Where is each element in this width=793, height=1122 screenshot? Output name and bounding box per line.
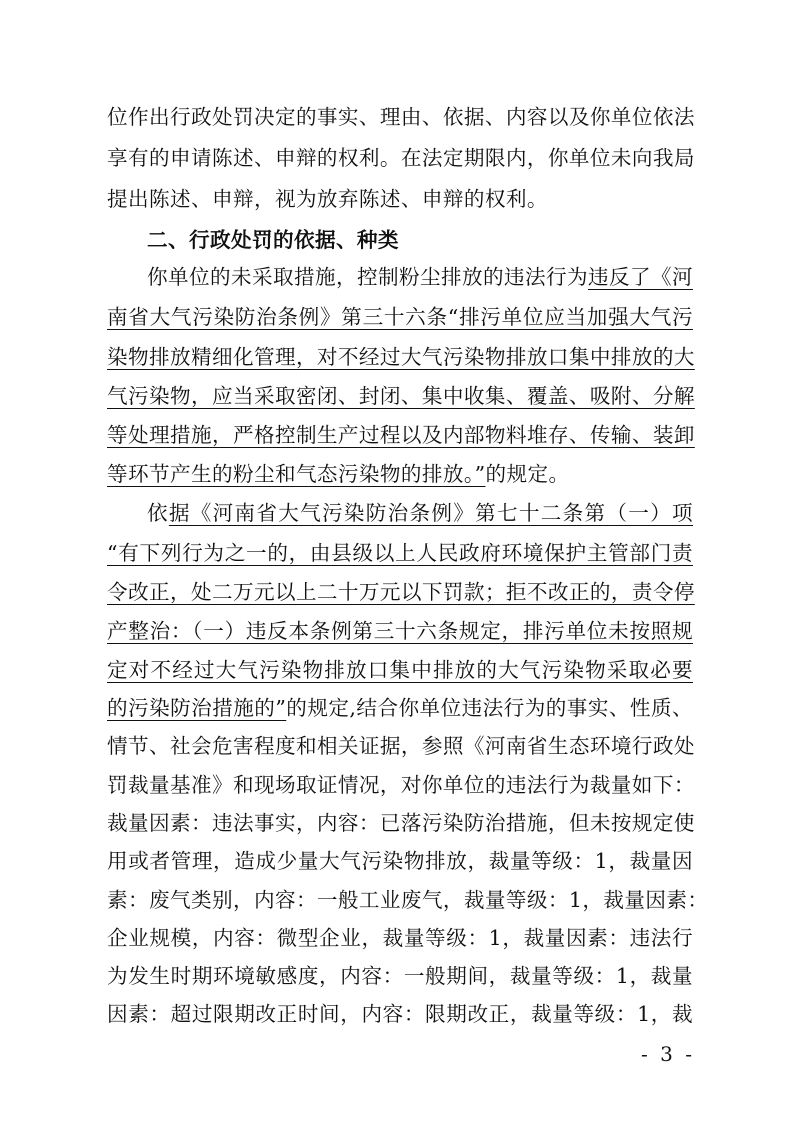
underlined-citation-line: 南省大气污染防治条例》第三十六条“排污单位应当加强大气污 — [107, 305, 693, 329]
section-heading: 二、行政处罚的依据、种类 — [147, 228, 399, 252]
underlined-citation-line: 产整治：（一）违反本条例第三十六条规定，排污单位未按照规 — [107, 619, 693, 643]
underlined-citation: 违反了《河 — [588, 265, 693, 289]
body-text-line: 为发生时期环境敏感度，内容：一般期间，裁量等级：1，裁量 — [107, 964, 693, 988]
body-text-line: 情节、社会危害程度和相关证据，参照《河南省生态环境行政处 — [107, 734, 695, 758]
body-text-line: 罚裁量基准》和现场取证情况，对你单位的违法行为裁量如下： — [107, 773, 695, 797]
body-text-line: 位作出行政处罚决定的事实、理由、依据、内容以及你单位依法 — [107, 105, 695, 129]
page-number: - 3 - — [641, 1042, 695, 1066]
text-span: 你单位的未采取措施，控制粉尘排放的违法行为 — [147, 265, 588, 289]
body-text-line: 裁量因素：违法事实，内容：已落污染防治措施，但未按规定使 — [107, 811, 695, 835]
underlined-citation-line: 气污染物，应当采取密闭、封闭、集中收集、覆盖、吸附、分解 — [107, 384, 695, 408]
body-text-line: 素：废气类别，内容：一般工业废气，裁量等级：1，裁量因素： — [107, 888, 709, 912]
underlined-citation-line: “有下列行为之一的，由县级以上人民政府环境保护主管部门责 — [107, 541, 693, 565]
underlined-citation: 据《河南省大气污染防治条例》第七十二条第（一）项 — [168, 501, 693, 525]
body-text-line: 享有的申请陈述、申辩的权利。在法定期限内，你单位未向我局 — [107, 146, 695, 170]
body-text-line — [107, 693, 693, 723]
body-text-line — [107, 459, 693, 489]
text-span: 的规定,结合你单位违法行为的事实、性质、 — [286, 696, 693, 720]
text-span: 依 — [147, 501, 169, 525]
underlined-citation-line: 等处理措施，严格控制生产过程以及内部物料堆存、传输、装卸 — [107, 423, 695, 447]
underlined-citation-line: 染物排放精细化管理，对不经过大气污染物排放口集中排放的大 — [107, 345, 695, 369]
text-span: 的规定。 — [485, 462, 570, 486]
underlined-citation: 等环节产生的粉尘和气态污染物的排放。” — [107, 462, 486, 486]
body-text-line: 用或者管理，造成少量大气污染物排放，裁量等级：1，裁量因 — [107, 849, 693, 873]
underlined-citation-line: 令改正，处二万元以上二十万元以下罚款；拒不改正的，责令停 — [107, 580, 695, 604]
body-text-line — [147, 262, 693, 292]
body-text-line: 因素：超过限期改正时间，内容：限期改正，裁量等级：1，裁 — [107, 1002, 693, 1026]
body-text-line: 企业规模，内容：微型企业，裁量等级：1，裁量因素：违法行 — [107, 926, 693, 950]
underlined-citation-line: 定对不经过大气污染物排放口集中排放的大气污染物采取必要 — [107, 658, 693, 682]
body-text-line: 提出陈述、申辩，视为放弃陈述、申辩的权利。 — [107, 187, 548, 211]
underlined-citation: 的污染防治措施的” — [107, 696, 287, 720]
body-text-line — [147, 498, 693, 528]
